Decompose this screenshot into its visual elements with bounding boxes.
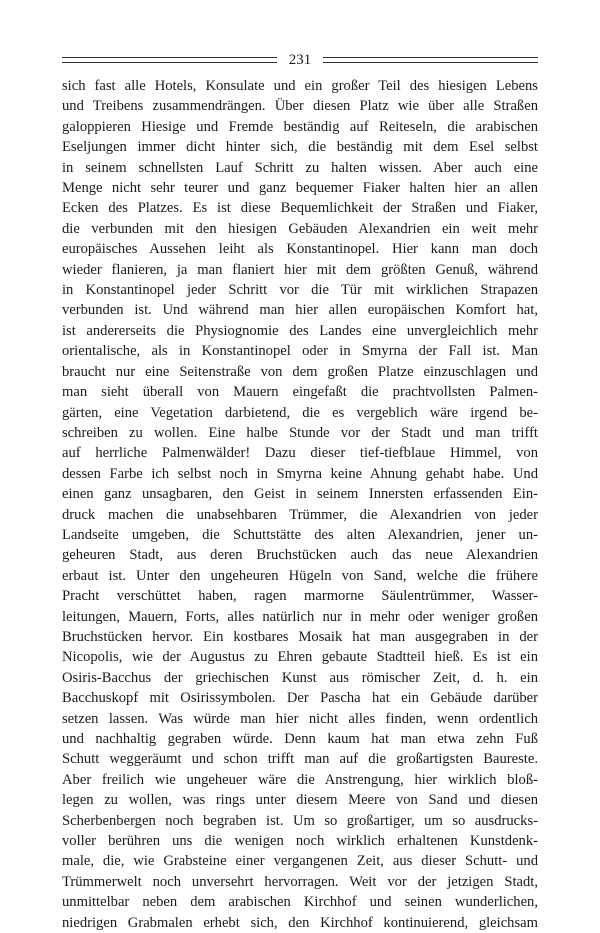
text-line: verbunden ist. Und während man hier allen europäischen Komfort hat, (62, 302, 538, 319)
header-rule-left (62, 57, 277, 63)
text-line: schreiben zu wollen. Eine halbe Stunde vor der Stadt und man trifft (62, 424, 538, 441)
body-text (62, 76, 538, 933)
text-line: braucht nur eine Seitenstraße von dem großen Platze einzuschlagen und (62, 363, 538, 380)
text-line: und Treibens zusammendrängen. Über diesen Platz wie über alle Straßen (62, 98, 538, 115)
text-line: male, die, wie Grabsteine einer vergangenen Zeit, aus dieser Schutt- und (62, 853, 538, 870)
text-line: einen ganz unsagbaren, den Geist in seinem Innersten erfassenden Ein- (62, 486, 538, 503)
text-line: Bruchstücken hervor. Ein kostbares Mosaik hat man ausgegraben in der (62, 628, 538, 645)
page-header (62, 52, 538, 68)
text-line: dessen Farbe ich selbst noch in Smyrna keine Ahnung gehabt habe. Und (62, 465, 538, 482)
text-line: orientalische, als in Konstantinopel oder in Smyrna der Fall ist. Man (62, 343, 538, 360)
text-line: in Konstantinopel jeder Schritt vor die Tür mit wirklichen Strapazen (62, 282, 538, 299)
text-line: wieder flanieren, ja man flaniert hier mit dem größten Genuß, während (62, 261, 538, 278)
text-line: legen zu wollen, was rings unter diesem Meere von Sand und diesen (62, 792, 538, 809)
text-line: unmittelbar neben dem arabischen Kirchhof und seinen wunderlichen, (62, 894, 538, 911)
text-line: Schutt weggeräumt und schon trifft man auf die großartigsten Baureste. (62, 751, 538, 768)
text-line: Pracht verschüttet haben, ragen marmorne Säulentrümmer, Wasser- (62, 588, 538, 605)
text-line: in seinem schnellsten Lauf Schritt zu halten wissen. Aber auch eine (62, 159, 538, 176)
text-line: Eseljungen immer dicht hinter sich, die beständig mit dem Esel selbst (62, 139, 538, 156)
header-rule-right (323, 57, 538, 63)
page-number: 231 (288, 52, 312, 68)
text-line: Landseite umgeben, die Schuttstätte des alten Alexandrien, jener un- (62, 526, 538, 543)
text-line: setzen lassen. Was würde man hier nicht alles finden, wenn ordentlich (62, 710, 538, 727)
text-line: Bacchuskopf mit Osirissymbolen. Der Pascha hat ein Gebäude darüber (62, 690, 538, 707)
text-line: Osiris-Bacchus der griechischen Kunst aus römischer Zeit, d. h. ein (62, 669, 538, 686)
text-line: gärten, eine Vegetation darbietend, die es vergeblich wäre irgend be- (62, 404, 538, 421)
text-line: Nicopolis, wie der Augustus zu Ehren gebaute Stadtteil hieß. Es ist ein (62, 649, 538, 666)
text-line: auf herrliche Palmenwälder! Dazu dieser tief-tiefblaue Himmel, von (62, 445, 538, 462)
text-line: Trümmerwelt noch unversehrt hervorragen. Weit vor der jetzigen Stadt, (62, 873, 538, 890)
text-line: und nachhaltig gegraben würde. Denn kaum hat man etwa zehn Fuß (62, 731, 538, 747)
text-line: die verbunden mit den hiesigen Gebäuden Alexandrien ein weit mehr (62, 220, 538, 237)
text-line: voller berühren uns die wenigen noch wirklich erhaltenen Kunstdenk- (62, 833, 538, 850)
text-line: geheuren Stadt, aus deren Bruchstücken auch das neue Alexandrien (62, 547, 538, 564)
text-line: man sieht überall von Mauern eingefaßt die prachtvollsten Palmen- (62, 384, 538, 401)
text-line: erbaut ist. Unter den ungeheuren Hügeln von Sand, welche die frühere (62, 567, 538, 584)
text-line: ist andererseits die Physiognomie des Landes eine unvergleichlich mehr (62, 322, 538, 339)
text-line: sich fast alle Hotels, Konsulate und ein großer Teil des hiesigen Lebens (62, 78, 538, 94)
text-line: druck machen die unabsehbaren Trümmer, die Alexandrien von jeder (62, 506, 538, 523)
text-line: Aber freilich wie ungeheuer wäre die Anstrengung, hier wirklich bloß- (62, 771, 538, 788)
text-line: Menge nicht sehr teurer und ganz bequemer Fiaker halten hier an allen (62, 180, 538, 197)
text-line: leitungen, Mauern, Forts, alles natürlich nur in mehr oder weniger großen (62, 608, 538, 625)
text-line: galoppieren Hiesige und Fremde beständig auf Reiteseln, die arabischen (62, 118, 538, 135)
text-line: niedrigen Grabmalen erhebt sich, den Kirchhof kontinuierend, gleichsam (62, 914, 538, 931)
text-line: Scherbenbergen noch begraben ist. Um so großartiger, um so ausdrucks- (62, 812, 538, 829)
text-line: europäisches Aussehen leiht als Konstantinopel. Hier kann man doch (62, 241, 538, 258)
text-line: Ecken des Platzes. Es ist diese Bequemlichkeit der Straßen und Fiaker, (62, 200, 538, 217)
